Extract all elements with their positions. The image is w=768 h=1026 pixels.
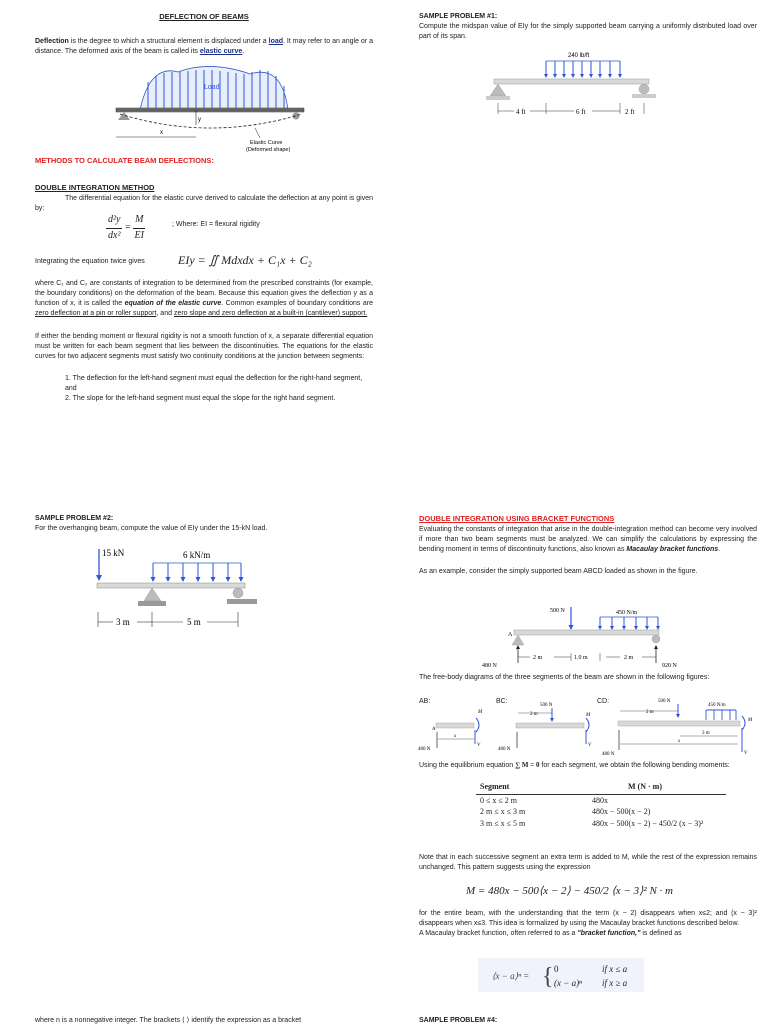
fbd-label-ab: AB: bbox=[419, 698, 431, 705]
svg-text:480 N: 480 N bbox=[418, 747, 431, 752]
table-row: 0 ≤ x ≤ 2 m 480x bbox=[480, 795, 608, 805]
table-header: Segment bbox=[476, 780, 588, 794]
svg-text:4 ft: 4 ft bbox=[516, 108, 526, 116]
methods-heading: METHODS TO CALCULATE BEAM DEFLECTIONS: bbox=[35, 156, 214, 165]
svg-text:500 N: 500 N bbox=[540, 703, 553, 708]
left-body bbox=[35, 279, 373, 404]
fbd-ab bbox=[418, 710, 483, 752]
table-header-row bbox=[476, 780, 726, 794]
sp2-title: SAMPLE PROBLEM #2: bbox=[35, 515, 114, 522]
bracket-heading: DOUBLE INTEGRATION USING BRACKET FUNCTIONS bbox=[419, 514, 615, 523]
svg-text:Load: Load bbox=[204, 84, 220, 91]
svg-text:Elastic Curve: Elastic Curve bbox=[250, 140, 283, 146]
list-item: 2. The slope for the left-hand segment must equal the slope for the right hand segment. bbox=[65, 395, 336, 403]
svg-text:6 kN/m: 6 kN/m bbox=[183, 550, 211, 560]
note-text: Note that in each successive segment an extra term is added to M, while the rest of the expression remains unchanged. This pattern suggests using the expression bbox=[419, 854, 757, 872]
deflection-intro: Deflection is the degree to which a structural element is displaced under a load. It may refer to an angle or a distance. The deformed axis of the beam is called its elastic curve. bbox=[35, 37, 373, 56]
bracket-definition: ⟨x − a⟩ⁿ = { 0 if x ≤ a (x − a)ⁿ if x ≥ a bbox=[478, 958, 644, 992]
svg-text:M: M bbox=[478, 710, 483, 715]
simply-supported-beam-figure bbox=[484, 48, 664, 118]
dim-intro: The differential equation for the elastic curve derived to calculate the deflection at any point is given by: bbox=[35, 194, 373, 212]
load-link[interactable]: load bbox=[268, 37, 284, 45]
entire-beam-section bbox=[419, 909, 757, 939]
fbd-label-cd: CD: bbox=[597, 698, 610, 705]
svg-text:3 m: 3 m bbox=[116, 617, 130, 627]
sample-problem-4-heading: SAMPLE PROBLEM #4: bbox=[419, 1017, 498, 1024]
fbd-intro: The free-body diagrams of the three segments of the beam are shown in the following figures: bbox=[419, 674, 710, 681]
svg-text:x: x bbox=[678, 739, 681, 744]
svg-text:x: x bbox=[454, 734, 457, 739]
example-text: As an example, consider the simply supported beam ABCD loaded as shown in the figure. bbox=[419, 568, 698, 576]
abcd-beam-figure bbox=[480, 603, 680, 669]
svg-text:1.0 m: 1.0 m bbox=[574, 655, 588, 661]
svg-text:x: x bbox=[160, 130, 163, 136]
fbd-label-bc: BC: bbox=[496, 698, 508, 705]
svg-text:480 N: 480 N bbox=[482, 663, 497, 669]
sp1-text: Compute the midspan value of EIy for the simply supported beam carrying a uniformly distributed load over part of its span. bbox=[419, 23, 757, 41]
svg-text:240 lb/ft: 240 lb/ft bbox=[568, 53, 590, 59]
svg-text:V: V bbox=[744, 751, 748, 756]
elastic-curve-link[interactable]: elastic curve bbox=[199, 48, 243, 56]
svg-text:3 m: 3 m bbox=[702, 731, 710, 736]
bracket-intro: Evaluating the constants of integration that arise in the double-integration method can become very involved if more than two beam segments must be analyzed. We can simplify the calculations by expressing the bending moment in terms of discontinuity functions, also known as Macaulay bracket functions. bbox=[419, 525, 757, 554]
list-item: 1. The deflection for the left-hand segment must equal the deflection for the right-hand segment, and bbox=[65, 374, 363, 393]
flexural-rigidity-note: ; Where: EI = flexural rigidity bbox=[172, 221, 260, 228]
integrate-label: Integrating the equation twice gives bbox=[35, 258, 145, 265]
integrated-equation: EIy = ∬ Mdxdx + C₁x + C₂ bbox=[178, 253, 312, 267]
left-methods bbox=[35, 156, 373, 214]
svg-text:6 ft: 6 ft bbox=[576, 108, 586, 116]
svg-text:A: A bbox=[432, 727, 436, 732]
svg-text:M: M bbox=[748, 718, 753, 723]
svg-text:V: V bbox=[588, 743, 592, 748]
sample-problem-1 bbox=[419, 12, 757, 42]
differential-equation: $\frac{\text{d²y}}{\text{dx²}}$ = $\frac{M}{EI}$ bbox=[108, 214, 144, 241]
svg-text:450 N/m: 450 N/m bbox=[616, 610, 638, 616]
moment-table bbox=[476, 780, 726, 829]
svg-text:450 N/m: 450 N/m bbox=[708, 703, 726, 708]
svg-text:V: V bbox=[477, 743, 481, 748]
fbd-cd bbox=[602, 699, 753, 757]
svg-text:2 ft: 2 ft bbox=[625, 108, 635, 116]
svg-text:A: A bbox=[508, 632, 513, 638]
svg-text:2 m: 2 m bbox=[624, 655, 634, 661]
macaulay-expression: M = 480x − 500⟨x − 2⟩ − 450/2 ⟨x − 3⟩² N · m bbox=[466, 885, 673, 897]
left-column bbox=[35, 12, 373, 57]
svg-text:500 N: 500 N bbox=[658, 699, 671, 704]
equilibrium-text: Using the equilibrium equation ∑ M = 0 for each segment, we obtain the following bending moments: bbox=[419, 761, 730, 769]
svg-text:15 kN: 15 kN bbox=[102, 548, 125, 558]
svg-text:M: M bbox=[586, 713, 591, 718]
beam-load-figure bbox=[110, 62, 310, 158]
svg-text:y: y bbox=[198, 117, 201, 123]
constants-paragraph: where C₁ and C₂ are constants of integration to be determined from the prescribed constraints (for example, the boundary conditions) on the deformation of the beam. Because this equation gives the deflection y as a function of x, it is called the equation of the elastic curve. Common examples of boundary conditions are zero deflection at a pin or roller support, and zero slope and zero deflection at a built-in (cantilever) support. bbox=[35, 280, 373, 318]
entire-beam-text: for the entire beam, with the understanding that the term (x − 2) disappears when x≤2; and (x − 3)² disappears when x≤3. This idea is formalized by using the Macaulay bracket functions described below. bbox=[419, 910, 757, 928]
sample-problem-2 bbox=[35, 514, 373, 534]
table-row: 3 m ≤ x ≤ 5 m 480x − 500(x − 2) − 450/2 (x − 3)² bbox=[480, 818, 704, 828]
continuity-list bbox=[35, 374, 373, 404]
svg-text:500 N: 500 N bbox=[550, 608, 565, 614]
svg-text:480 N: 480 N bbox=[498, 747, 511, 752]
bottom-cut-text: where n is a nonnegative integer. The brackets ⟨ ⟩ identify the expression as a bracket bbox=[35, 1017, 302, 1024]
table-row: 2 m ≤ x ≤ 3 m 480x − 500(x − 2) bbox=[480, 807, 651, 817]
sp1-title: SAMPLE PROBLEM #1: bbox=[419, 13, 498, 20]
svg-text:5 m: 5 m bbox=[187, 617, 201, 627]
svg-text:920 N: 920 N bbox=[662, 663, 677, 669]
macaulay-definition-intro: A Macaulay bracket function, often referred to as a "bracket function," is defined as bbox=[419, 930, 682, 938]
sp2-text: For the overhanging beam, compute the value of EIy under the 15-kN load. bbox=[35, 525, 268, 533]
svg-text:2 m: 2 m bbox=[530, 712, 538, 717]
free-body-diagrams bbox=[418, 696, 760, 762]
double-integration-heading: DOUBLE INTEGRATION METHOD bbox=[35, 182, 155, 192]
svg-text:480 N: 480 N bbox=[602, 752, 615, 757]
discontinuity-paragraph: If either the bending moment or flexural rigidity is not a smooth function of x, a separate differential equation must be written for each beam segment that lies between the discontinuities. The equations for the elastic curves for two adjacent segments must satisfy two continuity conditions at the junction between segments: bbox=[35, 332, 373, 360]
svg-text:2 m: 2 m bbox=[533, 655, 543, 661]
table-header: M (N · m) bbox=[588, 780, 726, 794]
overhanging-beam-figure bbox=[95, 545, 265, 635]
page-title: DEFLECTION OF BEAMS bbox=[159, 12, 249, 21]
bracket-functions-section bbox=[419, 514, 757, 577]
svg-text:2 m: 2 m bbox=[646, 710, 654, 715]
svg-text:(Deformed shape): (Deformed shape) bbox=[246, 147, 291, 153]
note-section bbox=[419, 853, 757, 873]
fbd-bc bbox=[498, 703, 592, 752]
